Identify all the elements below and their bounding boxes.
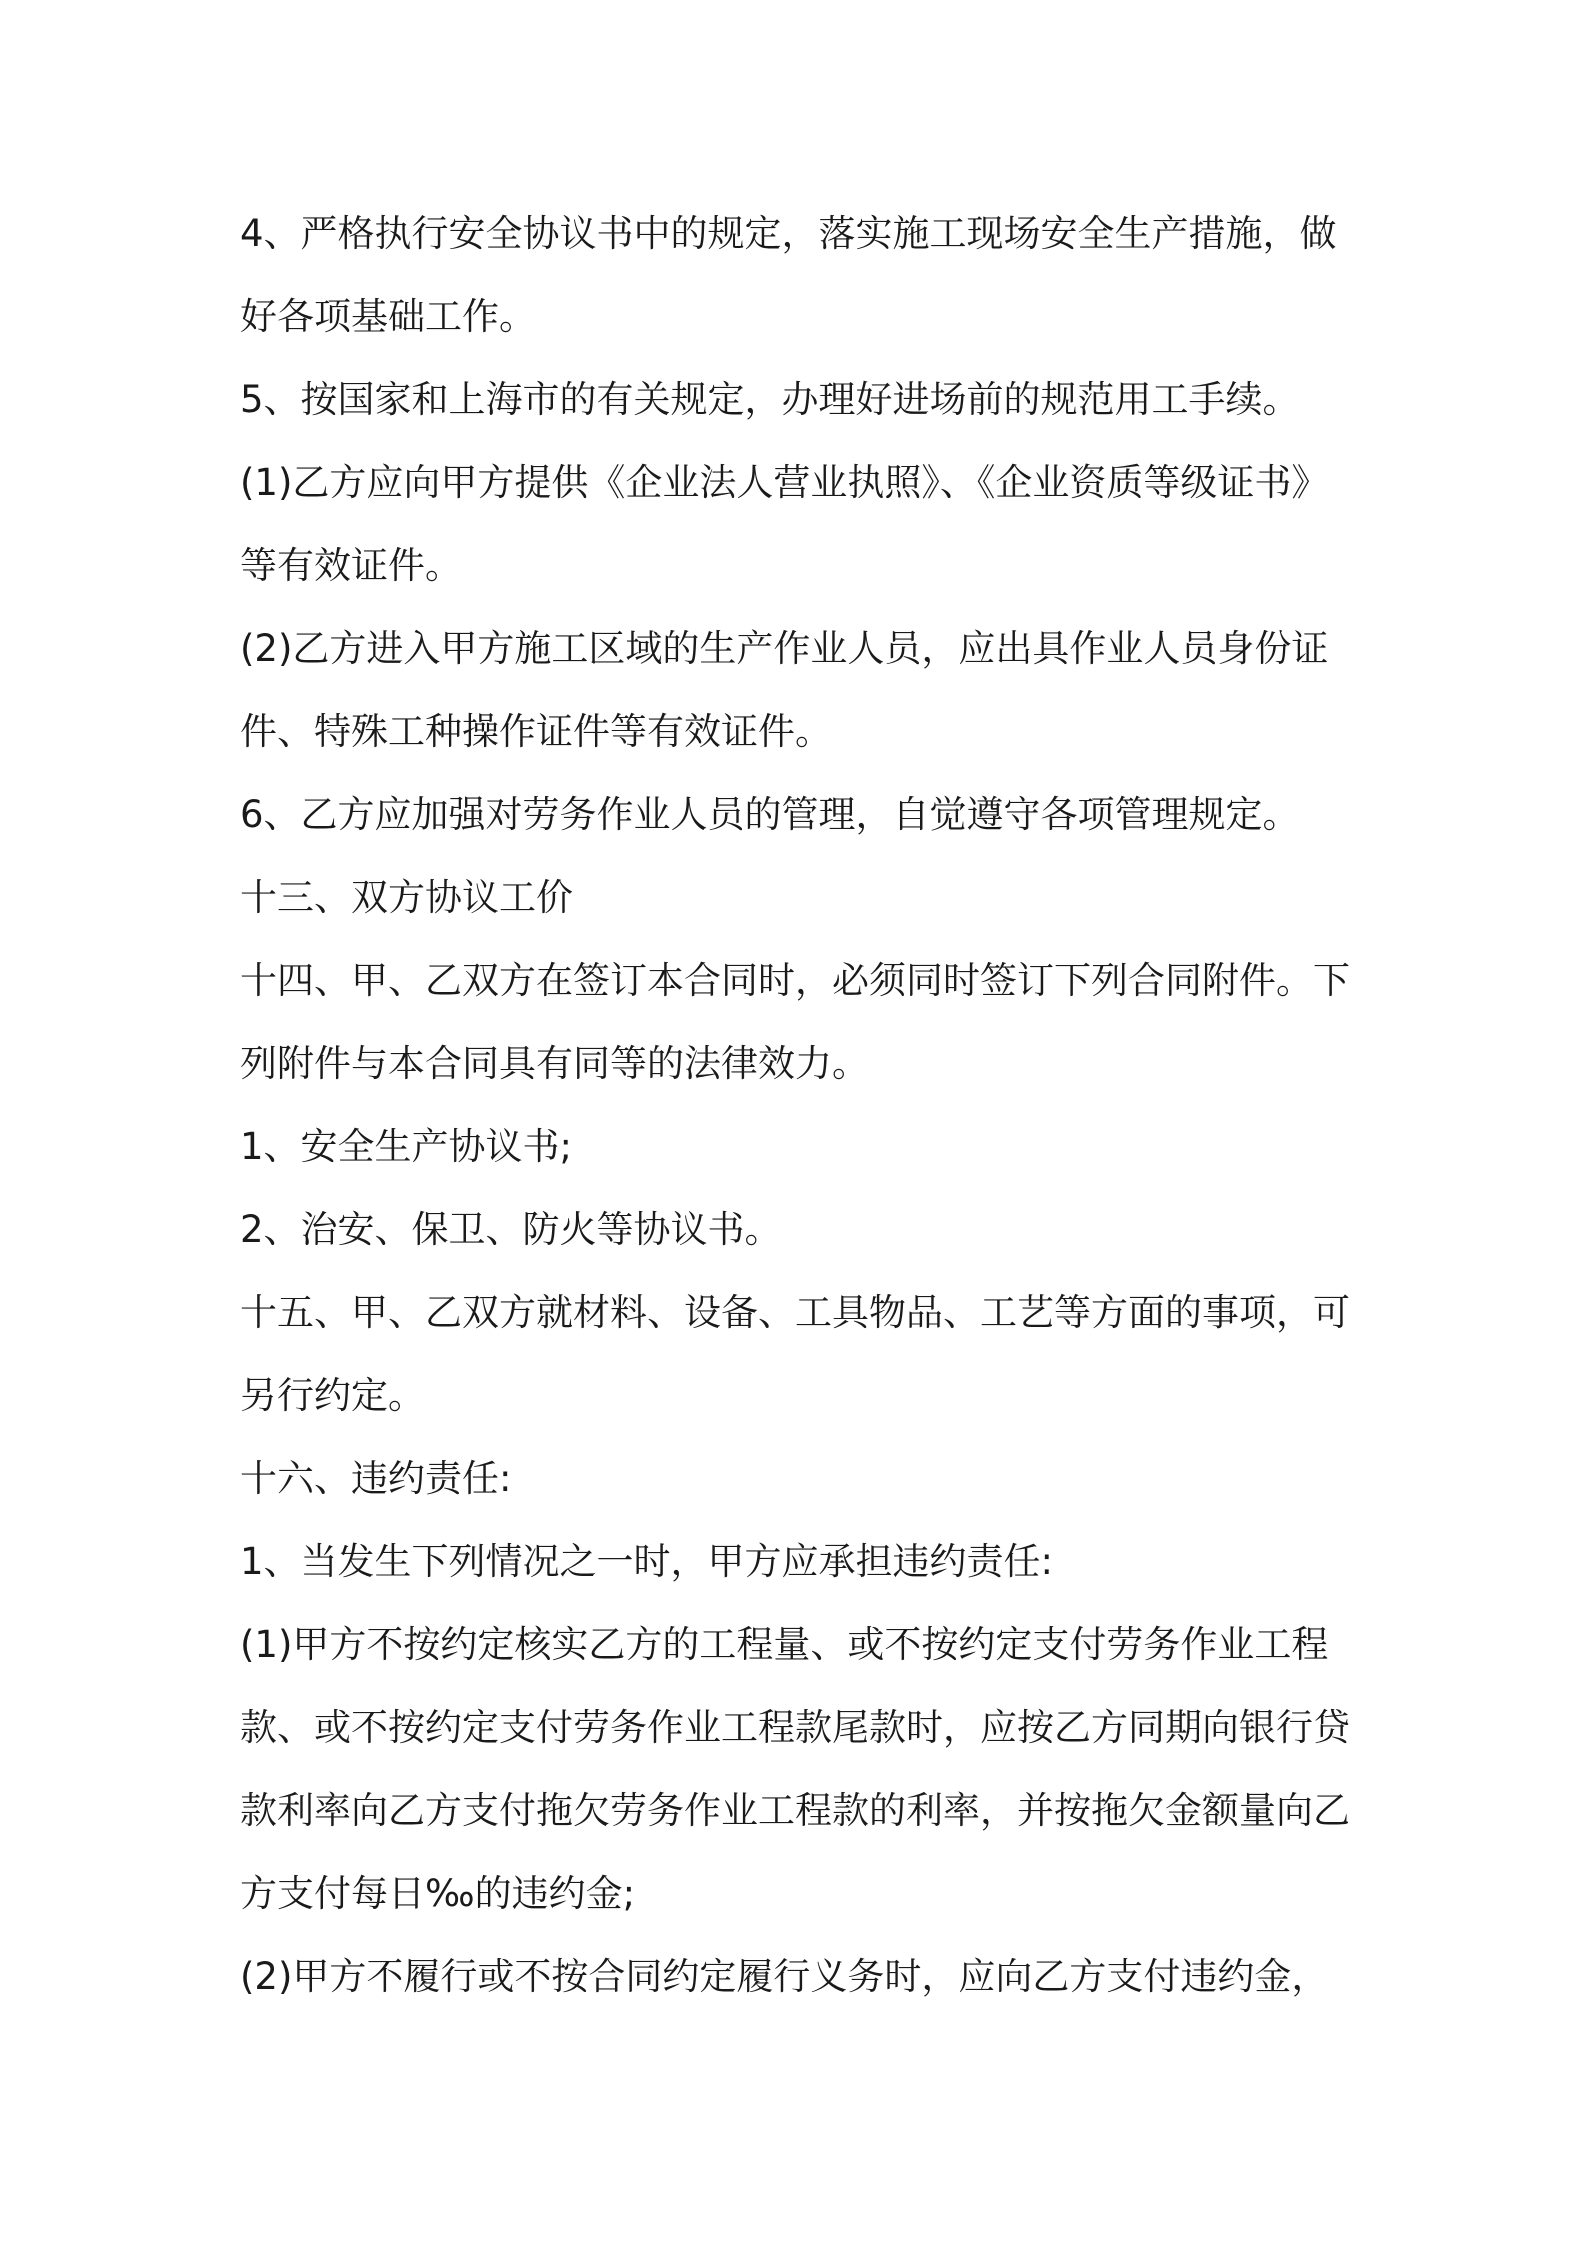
text-line: 十五、甲、乙双方就材料、设备、工具物品、工艺等方面的事项，可 <box>240 1291 1350 1334</box>
text-line: 5、按国家和上海市的有关规定，办理好进场前的规范用工手续。 <box>240 378 1300 421</box>
text-line: (2)甲方不履行或不按合同约定履行义务时，应向乙方支付违约金， <box>240 1955 1329 1998</box>
text-line: 4、严格执行安全协议书中的规定，落实施工现场安全生产措施，做 <box>240 212 1337 255</box>
text-line: (1)乙方应向甲方提供《企业法人营业执照》、《企业资质等级证书》 <box>240 461 1329 504</box>
text-line: (2)乙方进入甲方施工区域的生产作业人员，应出具作业人员身份证 <box>240 627 1329 670</box>
text-line: 十四、甲、乙双方在签订本合同时，必须同时签订下列合同附件。下 <box>240 959 1350 1002</box>
text-line: 1、当发生下列情况之一时，甲方应承担违约责任: <box>240 1540 1054 1583</box>
text-line: 6、乙方应加强对劳务作业人员的管理，自觉遵守各项管理规定。 <box>240 793 1300 836</box>
document-body <box>240 192 1360 2018</box>
text-line: 另行约定。 <box>240 1374 425 1417</box>
text-line: 方支付每日‰的违约金; <box>240 1872 636 1915</box>
text-line: 十三、双方协议工价 <box>240 876 573 919</box>
text-line: 2、治安、保卫、防火等协议书。 <box>240 1208 782 1251</box>
text-line: 好各项基础工作。 <box>240 295 536 338</box>
text-line: (1)甲方不按约定核实乙方的工程量、或不按约定支付劳务作业工程 <box>240 1623 1329 1666</box>
text-line: 1、安全生产协议书; <box>240 1125 573 1168</box>
text-line: 等有效证件。 <box>240 544 462 587</box>
text-line: 款、或不按约定支付劳务作业工程款尾款时，应按乙方同期向银行贷 <box>240 1706 1350 1749</box>
text-line: 款利率向乙方支付拖欠劳务作业工程款的利率，并按拖欠金额量向乙 <box>240 1789 1350 1832</box>
text-line: 列附件与本合同具有同等的法律效力。 <box>240 1042 869 1085</box>
text-line: 件、特殊工种操作证件等有效证件。 <box>240 710 832 753</box>
text-line: 十六、违约责任: <box>240 1457 512 1500</box>
